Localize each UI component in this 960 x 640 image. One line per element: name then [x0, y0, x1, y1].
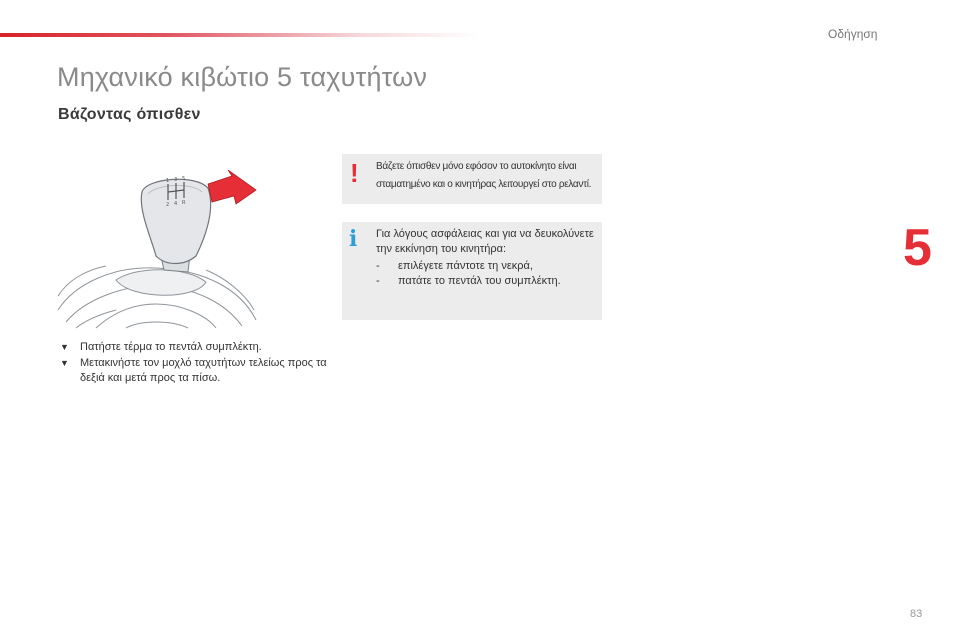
info-list-item [376, 274, 600, 289]
list-dash: - [376, 260, 380, 272]
step-item [60, 356, 335, 386]
info-icon: i [349, 226, 358, 252]
info-item-text: επιλέγετε πάντοτε τη νεκρά, [398, 260, 533, 272]
svg-text:1: 1 [166, 178, 170, 184]
list-dash: - [376, 275, 380, 287]
svg-text:4: 4 [174, 201, 178, 207]
chapter-number: 5 [903, 219, 932, 277]
info-text [376, 227, 600, 289]
gear-lever-illustration [56, 170, 258, 330]
info-box [342, 222, 602, 320]
info-list-item [376, 259, 600, 274]
step-text: Μετακινήστε τον μοχλό ταχυτήτων τελείως προς τα δεξιά και μετά προς τα πίσω. [80, 357, 327, 384]
section-title: Βάζοντας όπισθεν [58, 106, 201, 123]
warning-icon: ! [350, 158, 359, 188]
info-list [376, 259, 600, 289]
svg-text:R: R [182, 200, 186, 206]
instruction-steps [60, 340, 335, 387]
step-bullet-icon: ▼ [60, 342, 69, 352]
warning-text: Βάζετε όπισθεν μόνο εφόσον το αυτοκίνητο είναι σταματημένο και ο κινητήρας λειτουργεί στο ρελαντί. [376, 161, 592, 190]
header-accent-bar [0, 33, 480, 37]
page-title: Μηχανικό κιβώτιο 5 ταχυτήτων [57, 62, 428, 92]
svg-text:5: 5 [182, 176, 186, 182]
svg-text:2: 2 [166, 202, 170, 208]
svg-text:3: 3 [174, 177, 178, 183]
info-item-text: πατάτε το πεντάλ του συμπλέκτη. [398, 275, 561, 287]
step-item [60, 340, 335, 355]
step-bullet-icon: ▼ [60, 358, 69, 368]
step-text: Πατήστε τέρμα το πεντάλ συμπλέκτη. [80, 341, 262, 353]
page-number: 83 [910, 608, 923, 620]
chapter-name: Οδήγηση [828, 27, 878, 41]
warning-box [342, 154, 602, 204]
info-intro: Για λόγους ασφάλειας και για να δευκολύνετε την εκκίνηση του κινητήρα: [376, 228, 594, 255]
